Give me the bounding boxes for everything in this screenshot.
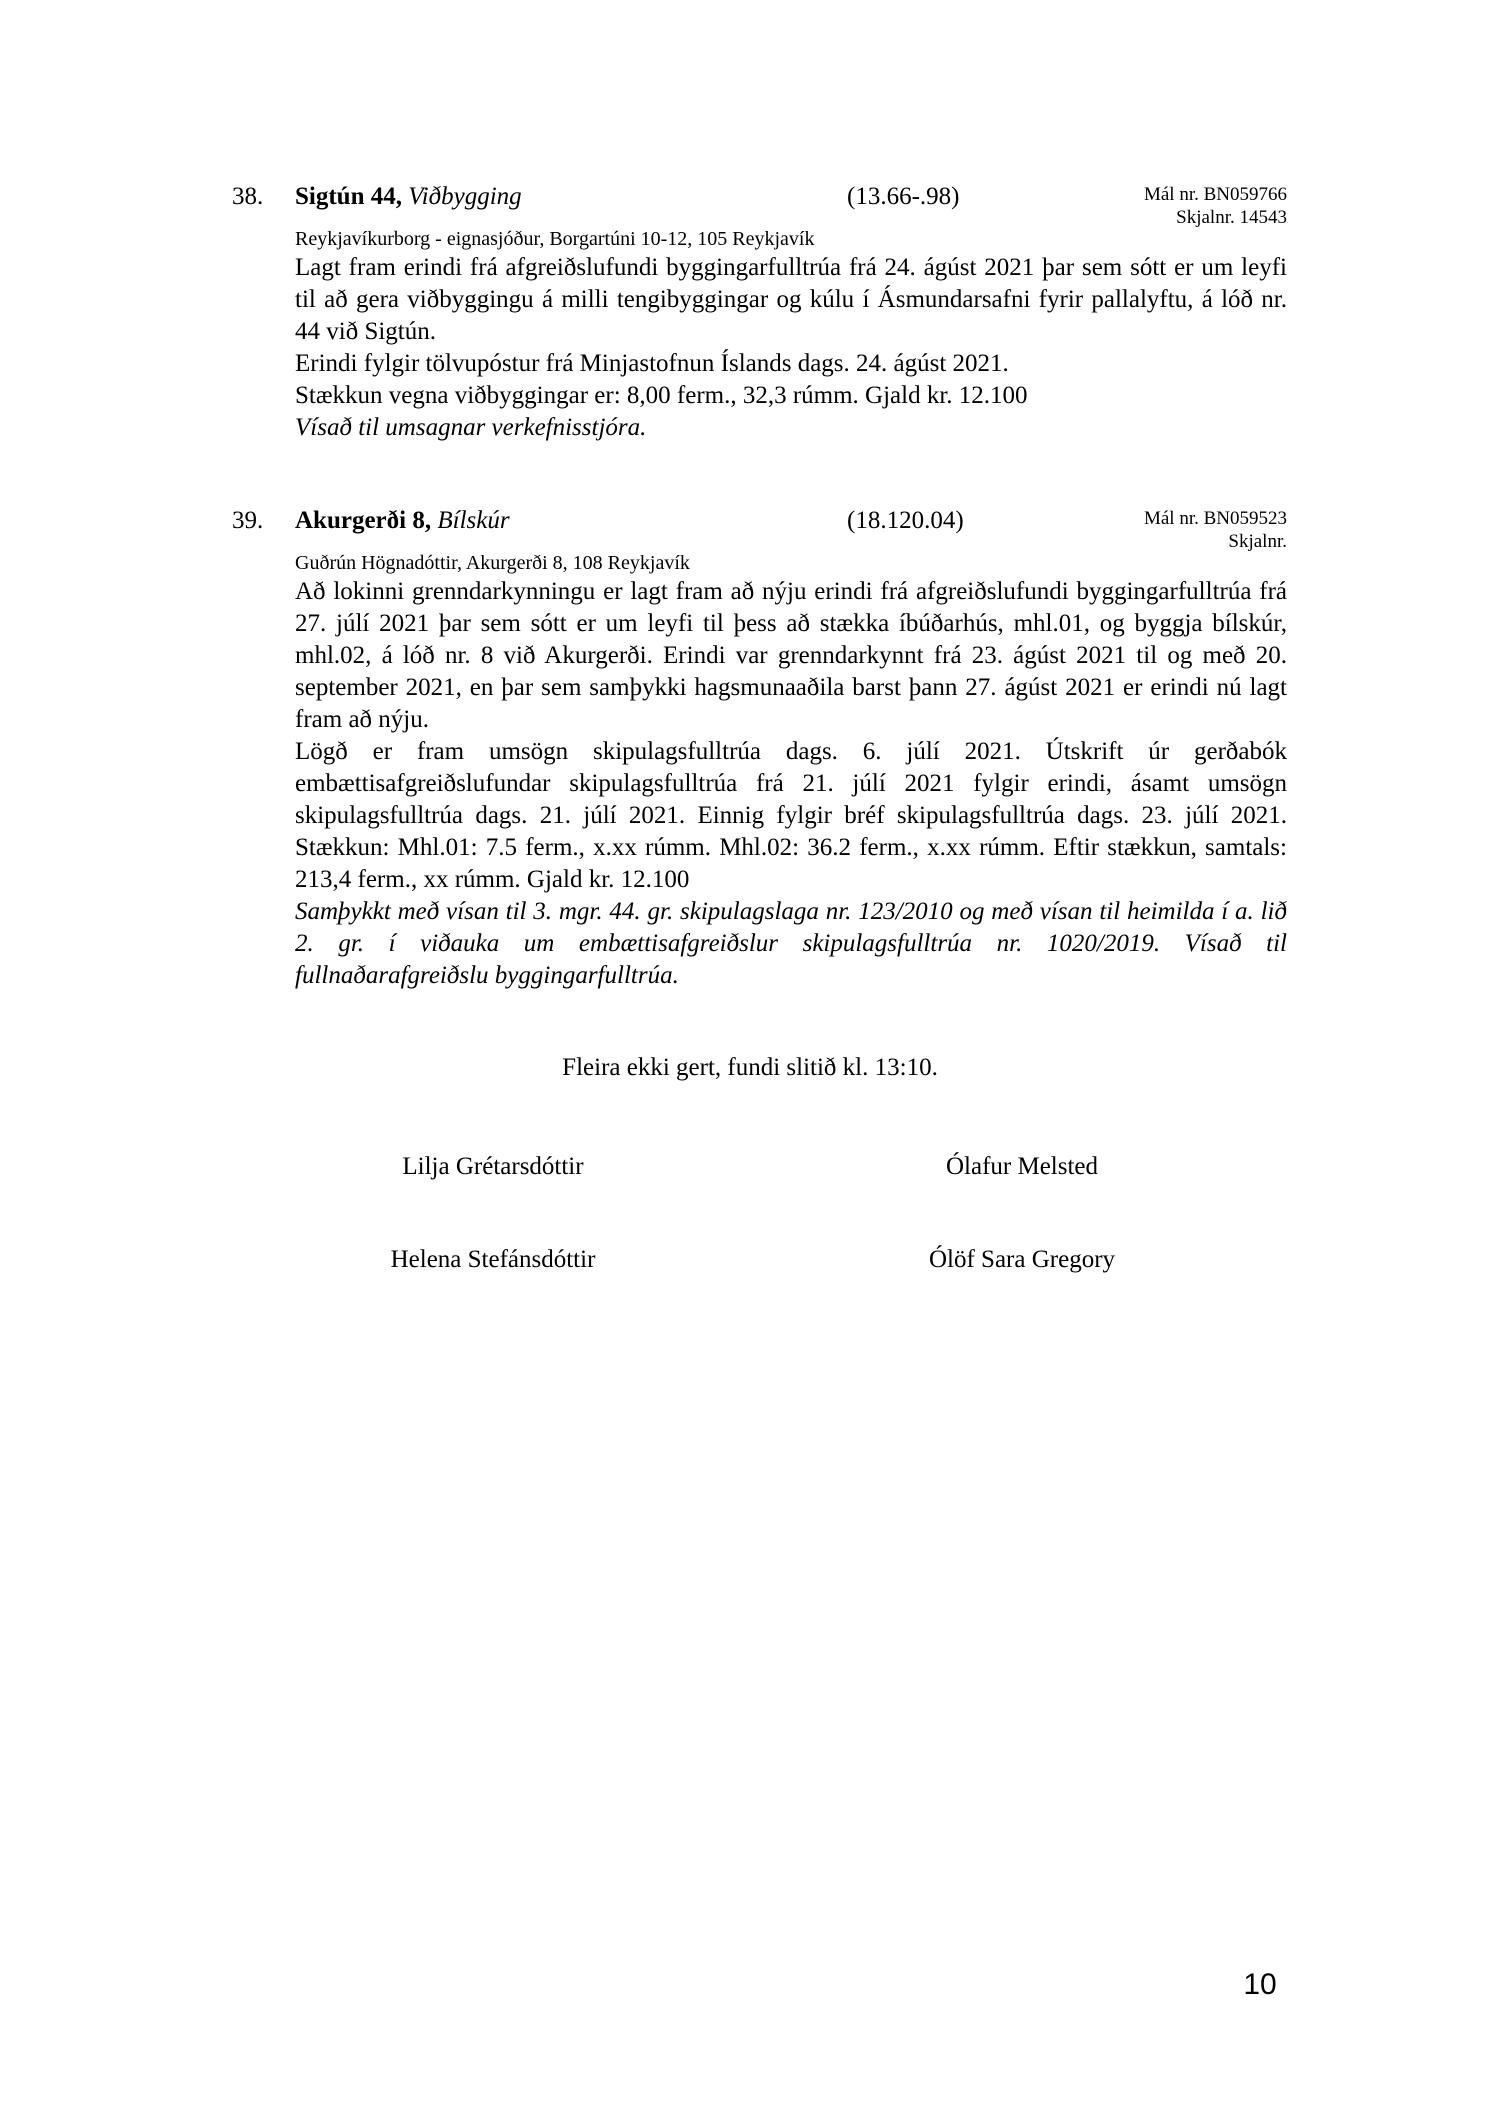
item-title	[295, 505, 510, 537]
item-meta	[1144, 507, 1287, 553]
item-body	[295, 252, 1287, 444]
item-decision: Samþykkt með vísan til 3. mgr. 44. gr. skipulagslaga nr. 123/2010 og með vísan til heimilda í a. lið 2. gr. í viðauka um embættisafgreiðslur skipulagsfulltrúa nr. 1020/2019. Vísað til fullnaðarafgreiðslu byggingarfulltrúa.	[295, 898, 1287, 989]
item-case-code: (18.120.04)	[847, 507, 964, 534]
signature-name: Ólöf Sara Gregory	[928, 1246, 1116, 1273]
item-decision: Vísað til umsagnar verkefnisstjóra.	[295, 414, 647, 441]
item-meta	[1144, 183, 1287, 229]
item-title-type: Viðbygging	[408, 183, 522, 210]
signature-row-2	[0, 1244, 1500, 1276]
signature-row-1	[0, 1151, 1500, 1183]
signature-name: Ólafur Melsted	[945, 1153, 1099, 1180]
agenda-item-39	[232, 505, 1287, 992]
item-paragraph: Lögð er fram umsögn skipulagsfulltrúa dags. 6. júlí 2021. Útskrift úr gerðabók embættisafgreiðslufundar skipulagsfulltrúa frá 21. júlí 2021 fylgir erindi, ásamt umsögn skipulagsfulltrúa dags. 21. júlí 2021. Einnig fylgir bréf skipulagsfulltrúa dags. 23. júlí 2021. Stækkun: Mhl.01: 7.5 ferm., x.xx rúmm. Mhl.02: 36.2 ferm., x.xx rúmm. Eftir stækkun, samtals: 213,4 ferm., xx rúmm. Gjald kr. 12.100	[295, 738, 1287, 893]
agenda-item-38	[232, 181, 1287, 444]
item-mal-nr: Mál nr. BN059523	[1143, 508, 1287, 529]
item-skjal-nr: Skjalnr.	[1228, 531, 1287, 552]
item-skjal-nr: Skjalnr. 14543	[1176, 207, 1287, 228]
item-mal-nr: Mál nr. BN059766	[1143, 184, 1287, 205]
agenda-item-38-header	[232, 181, 1287, 228]
item-paragraph: Stækkun vegna viðbyggingar er: 8,00 ferm., 32,3 rúmm. Gjald kr. 12.100	[295, 382, 1028, 409]
item-paragraph: Að lokinni grenndarkynningu er lagt fram að nýju erindi frá afgreiðslufundi byggingarfulltrúa frá 27. júlí 2021 þar sem sótt er um leyfi til þess að stækka íbúðarhús, mhl.01, og byggja bílskúr, mhl.02, á lóð nr. 8 við Akurgerði. Erindi var grenndarkynnt frá 23. ágúst 2021 til og með 20. september 2021, en þar sem samþykki hagsmunaaðila barst þann 27. ágúst 2021 er erindi nú lagt fram að nýju.	[295, 578, 1287, 733]
closing-statement: Fleira ekki gert, fundi slitið kl. 13:10.	[562, 1054, 938, 1081]
page-number: 10	[1243, 1968, 1277, 2001]
item-title	[295, 181, 522, 213]
item-number: 38.	[232, 183, 264, 210]
item-case-code: (13.66-.98)	[847, 183, 960, 210]
item-title-type: Bílskúr	[437, 507, 510, 534]
signature-name: Helena Stefánsdóttir	[390, 1246, 596, 1273]
item-applicant: Reykjavíkurborg - eignasjóður, Borgartúni 10-12, 105 Reykjavík	[295, 228, 815, 250]
item-title-address: Sigtún 44,	[295, 183, 402, 210]
item-number: 39.	[232, 507, 264, 534]
item-paragraph: Erindi fylgir tölvupóstur frá Minjastofnun Íslands dags. 24. ágúst 2021.	[295, 350, 1009, 377]
signature-name: Lilja Grétarsdóttir	[402, 1153, 584, 1180]
item-body	[295, 576, 1287, 992]
item-title-address: Akurgerði 8,	[295, 507, 432, 534]
agenda-item-39-header	[232, 505, 1287, 552]
item-paragraph: Lagt fram erindi frá afgreiðslufundi byggingarfulltrúa frá 24. ágúst 2021 þar sem sótt er um leyfi til að gera viðbyggingu á milli tengibyggingar og kúlu í Ásmundarsafni fyrir pallalyftu, á lóð nr. 44 við Sigtún.	[295, 254, 1287, 345]
item-applicant: Guðrún Högnadóttir, Akurgerði 8, 108 Reykjavík	[295, 552, 690, 574]
